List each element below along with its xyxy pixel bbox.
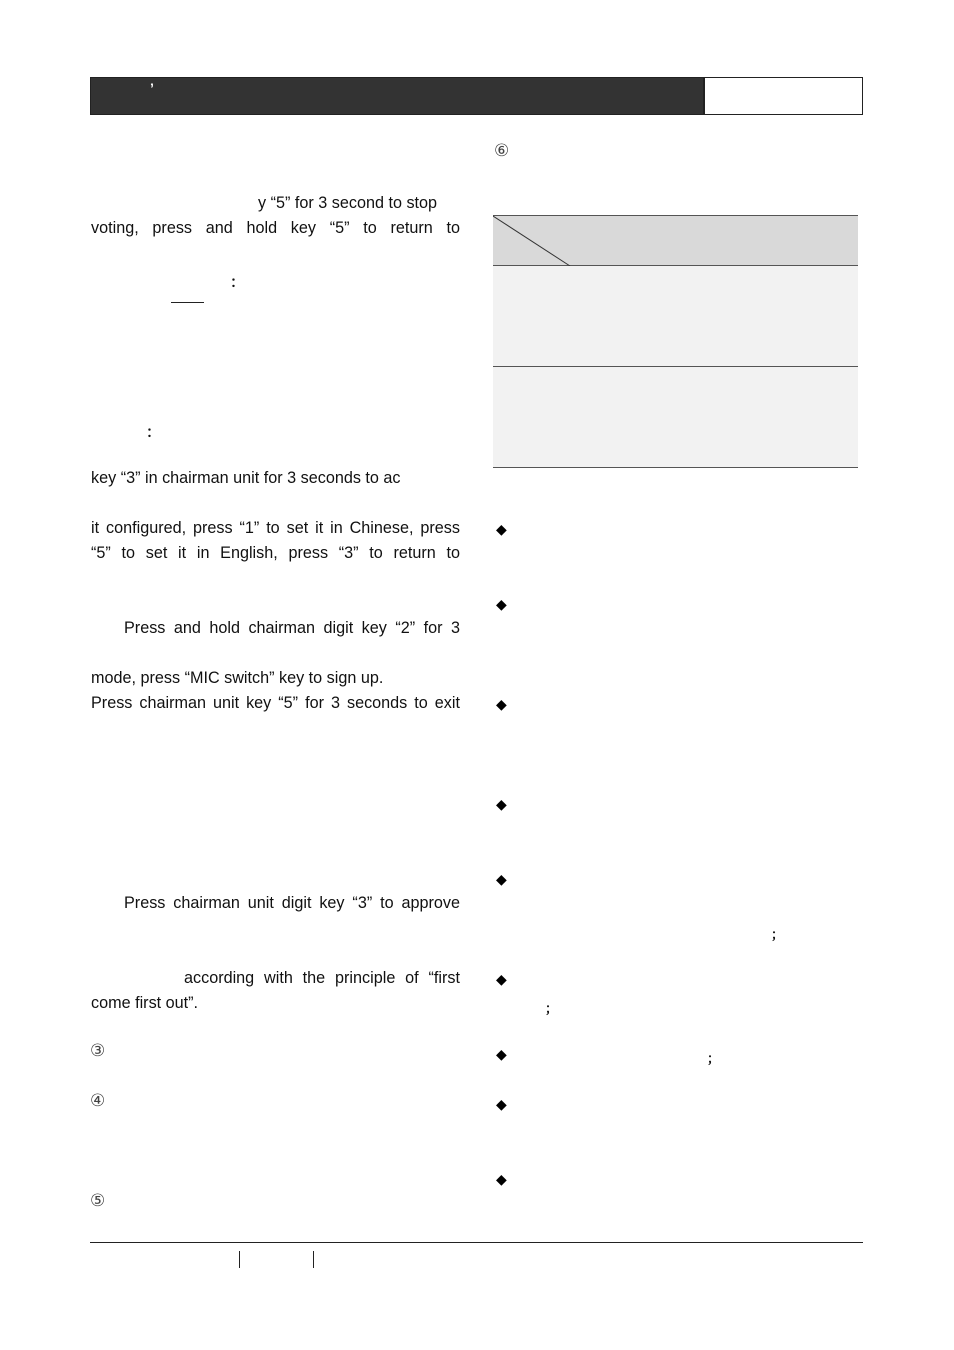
text-line: Press and hold chairman digit key “2” for 3 [124,619,460,637]
text-line: “5” to set it in English, press “3” to return to [91,544,460,562]
table-row [493,367,858,468]
header-bar [90,77,704,115]
underline-stub [171,302,204,303]
text-line: it configured, press “1” to set it in Chinese, press [91,519,460,537]
bullet-diamond-icon: ◆ [496,1171,507,1187]
table-diagonal-corner [493,215,573,267]
text-line: Press chairman unit digit key “3” to approve [124,894,460,912]
circled-number-3: ③ [90,1041,106,1060]
semicolon-mark: ； [771,927,785,942]
header-mark: ’ [150,80,154,96]
colon-mark: ： [146,424,162,441]
text-line: key “3” in chairman unit for 3 seconds to ac [91,469,401,487]
colon-mark: ： [230,274,246,291]
bullet-diamond-icon: ◆ [496,696,507,712]
text-line: Press chairman unit key “5” for 3 seconds to exit [91,694,460,712]
circled-number-6: ⑥ [494,141,510,160]
circled-number-5: ⑤ [90,1191,106,1210]
text-line: according with the principle of “first [184,969,460,987]
bullet-diamond-icon: ◆ [496,1046,507,1062]
text-line: y “5” for 3 second to stop [258,194,438,212]
circled-number-4: ④ [90,1091,106,1110]
header-page-box [704,77,863,115]
table-row [493,266,858,367]
bullet-diamond-icon: ◆ [496,596,507,612]
text-line: mode, press “MIC switch” key to sign up. [91,669,384,687]
text-line: voting, press and hold key “5” to return to [91,219,460,237]
bullet-diamond-icon: ◆ [496,1096,507,1112]
bullet-diamond-icon: ◆ [496,871,507,887]
footer-separator [313,1251,314,1268]
footer-rule [90,1242,863,1243]
bullet-diamond-icon: ◆ [496,521,507,537]
text-line: come first out”. [91,994,199,1012]
semicolon-mark: ； [707,1051,721,1066]
footer-separator [239,1251,240,1268]
bullet-diamond-icon: ◆ [496,971,507,987]
bullet-diamond-icon: ◆ [496,796,507,812]
semicolon-mark: ； [545,1001,559,1016]
